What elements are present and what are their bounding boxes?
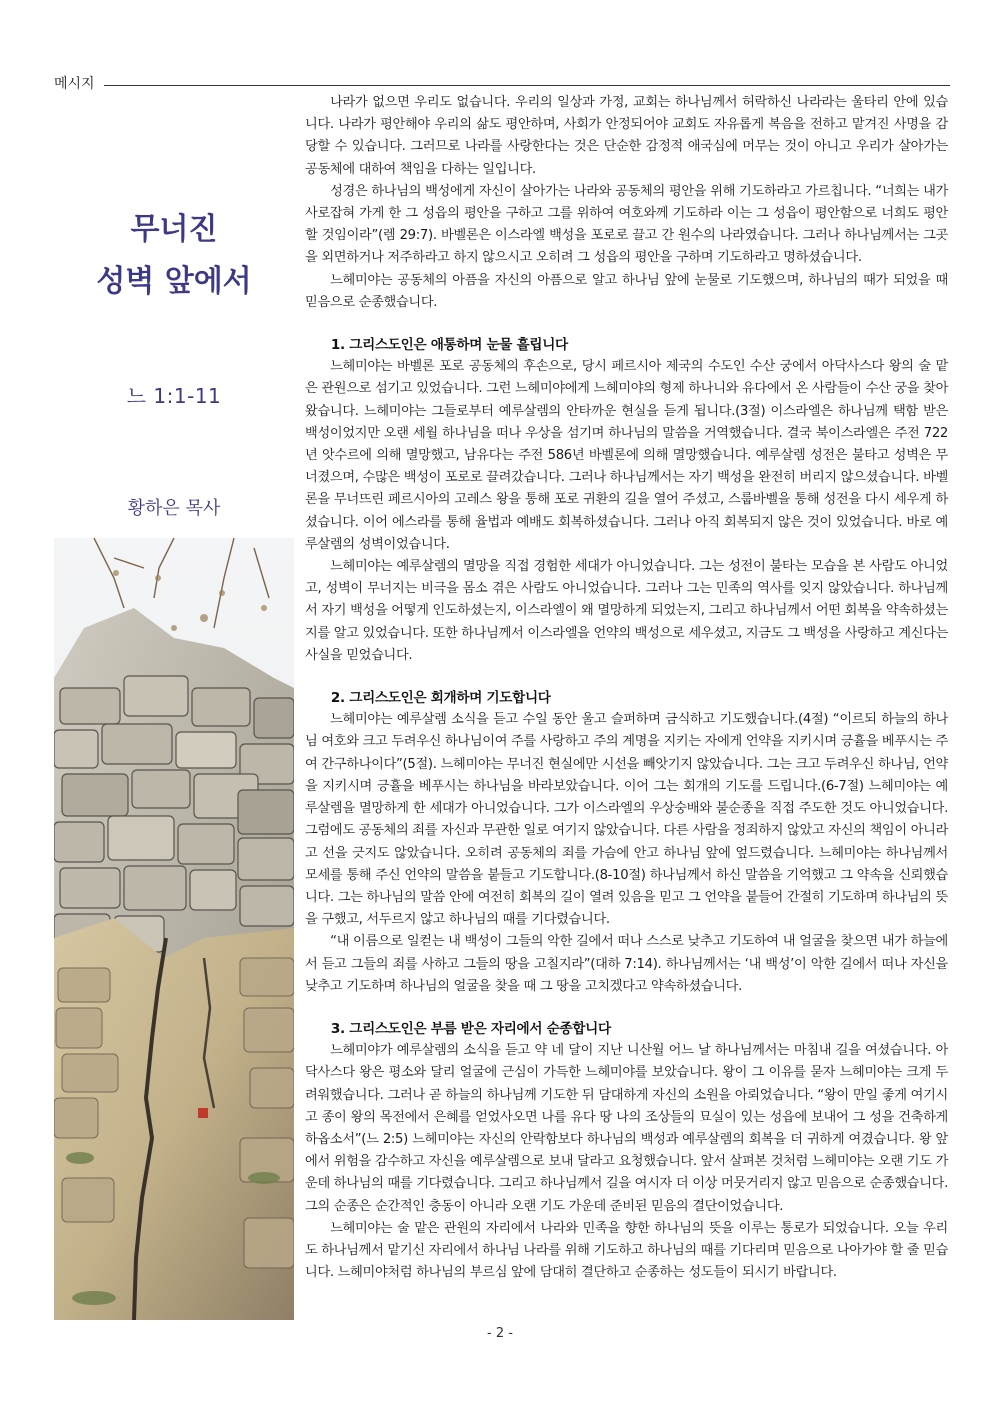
crumbling-wall-photo <box>54 538 294 1320</box>
section-paragraph: 느헤미야는 예루살렘 소식을 듣고 수일 동안 울고 슬퍼하며 금식하고 기도했습니다.(4절) “이르되 하늘의 하나님 여호와 크고 두려우신 하나님이여 주를 사랑하고 주의 계명을 지키는 자에게 언약을 지키시며 긍휼을 베푸시는 주여 간구하나이다”(5절). 느헤미야는 무너진 현실에만 시선을 빼앗기지 않았습니다. 그는 크고 두려우신 하나님, 언약을 지키시며 긍휼을 베푸시는 하나님을 바라보았습니다. 이어 그는 회개의 기도를 드립니다.(6-7절) 느헤미야는 예루살렘을 멸망하게 한 세대가 아니었습니다. 그가 이스라엘의 우상숭배와 불순종을 직접 주도한 것도 아니었습니다. 그럼에도 공동체의 죄를 자신과 무관한 일로 여기지 않았습니다. 다른 사람을 정죄하지 않았고 자신의 책임이 아니라고 선을 긋지도 않았습니다. 오히려 공동체의 죄를 가슴에 안고 하나님 앞에 엎드렸습니다. 느헤미야는 하나님께서 모세를 통해 주신 언약의 말씀을 붙들고 기도합니다.(8-10절) 하나님께서 하신 말씀을 기억했고 그 약속을 신뢰했습니다. 그는 하나님의 말씀 안에 여전히 회복의 길이 열려 있음을 믿고 그 언약을 붙들어 간절히 기도하며 하나님의 뜻을 구했고, 서두르지 않고 하나님의 때를 기다렸습니다. <box>305 712 949 928</box>
stone-wall-illustration <box>54 538 294 1320</box>
section-paragraph: 느헤미야는 술 맡은 관원의 자리에서 나라와 민족을 향한 하나님의 뜻을 이루는 통로가 되었습니다. 오늘 우리도 하나님께서 맡기신 자리에서 하나님 나라를 위해 기도하고 하나님의 때를 기다리며 믿음으로 나아가야 할 줄 믿습니다. 느헤미야처럼 하나님의 부르심 앞에 담대히 결단하고 순종하는 성도들이 되시기 바랍니다. <box>305 1220 949 1281</box>
article-body <box>305 92 948 1284</box>
scripture-reference: 느 1:1-11 <box>126 384 222 408</box>
section-paragraph: 느헤미야는 바벨론 포로 공동체의 후손으로, 당시 페르시아 제국의 수도인 수산 궁에서 아닥사스다 왕의 술 맡은 관원으로 섬기고 있었습니다. 그런 느헤미야에게 느헤미야의 형제 하나니와 유다에서 온 사람들이 수산 궁을 찾아왔습니다. 느헤미야는 그들로부터 예루살렘의 안타까운 현실을 듣게 됩니다.(3절) 이스라엘은 하나님께 택함 받은 백성이었지만 오랜 세월 하나님을 떠나 우상을 섬기며 하나님의 말씀을 거역했습니다. 결국 북이스라엘은 주전 722년 앗수르에 의해 멸망했고, 남유다는 주전 586년 바벨론에 의해 멸망했습니다. 예루살렘 성전은 불타고 성벽은 무너졌으며, 수많은 백성이 포로로 끌려갔습니다. 그러나 하나님께서는 자기 백성을 완전히 버리지 않으셨습니다. 바벨론을 무너뜨린 페르시아의 고레스 왕을 통해 포로 귀환의 길을 열어 주셨고, 스룹바벨을 통해 성전을 다시 세우게 하셨습니다. 이어 에스라를 통해 율법과 예배도 회복하셨습니다. 그러나 아직 회복되지 않은 것이 있었습니다. 바로 예루살렘의 성벽이었습니다. <box>305 359 949 552</box>
intro-paragraph: 성경은 하나님의 백성에게 자신이 살아가는 나라와 공동체의 평안을 위해 기도하라고 가르칩니다. “너희는 내가 사로잡혀 가게 한 그 성읍의 평안을 구하고 그를 위하여 여호와께 기도하라 이는 그 성읍이 평안함으로 너희도 평안할 것임이라”(렘 29:7). 바벨론은 이스라엘 백성을 포로로 끌고 간 원수의 나라였습니다. 그러나 하나님께서는 그곳을 외면하거나 저주하라고 하지 않으시고 오히려 그 성읍의 평안을 구하며 기도하라고 명하셨습니다. <box>305 183 948 266</box>
sermon-title-line-2: 성벽 앞에서 <box>96 264 252 299</box>
header-rule <box>104 85 950 86</box>
sermon-title-line-1: 무너진 <box>130 212 218 247</box>
page-number: - 2 - <box>487 1326 513 1341</box>
section-paragraph: 느헤미야는 예루살렘의 멸망을 직접 경험한 세대가 아니었습니다. 그는 성전이 불타는 모습을 본 사람도 아니었고, 성벽이 무너지는 비극을 몸소 겪은 사람도 아니었습니다. 그러나 그는 민족의 역사를 잊지 않았습니다. 하나님께서 자기 백성을 어떻게 인도하셨는지, 이스라엘이 왜 멸망하게 되었는지, 그리고 하나님께서 어떤 회복을 약속하셨는지를 알고 있었습니다. 또한 하나님께서 이스라엘을 언약의 백성으로 세우셨고, 지금도 그 백성을 사랑하고 계신다는 사실을 믿었습니다. <box>305 559 949 663</box>
author-name: 황하은 목사 <box>127 498 221 519</box>
section-label: 메시지 <box>54 76 95 92</box>
section-heading: 1. 그리스도인은 애통하며 눈물 흘립니다 <box>330 337 568 354</box>
sermon-title <box>54 204 294 308</box>
sidebar <box>54 98 294 1320</box>
section-heading: 2. 그리스도인은 회개하며 기도합니다 <box>330 690 551 707</box>
section-paragraph: “내 이름으로 일컫는 내 백성이 그들의 악한 길에서 떠나 스스로 낮추고 기도하여 내 얼굴을 찾으면 내가 하늘에서 듣고 그들의 죄를 사하고 그들의 땅을 고칠지라”(대하 7:14). 하나님께서는 ‘내 백성’이 악한 길에서 떠나 자신을 낮추고 기도하며 하나님의 얼굴을 찾을 때 그 땅을 고치겠다고 약속하셨습니다. <box>305 934 948 994</box>
section-heading: 3. 그리스도인은 부름 받은 자리에서 순종합니다 <box>330 1020 611 1037</box>
intro-paragraph: 나라가 없으면 우리도 없습니다. 우리의 일상과 가정, 교회는 하나님께서 허락하신 나라라는 울타리 안에 있습니다. 나라가 평안해야 우리의 삶도 평안하며, 사회가 안정되어야 교회도 자유롭게 복음을 전하고 맡겨진 사명을 감당할 수 있습니다. 그러므로 나라를 사랑한다는 것은 단순한 감정적 애국심에 머무는 것이 아니고 우리가 살아가는 공동체에 대하여 책임을 다하는 일입니다. <box>305 95 948 177</box>
section-paragraph: 느헤미야가 예루살렘의 소식을 듣고 약 네 달이 지난 니산월 어느 날 하나님께서는 마침내 길을 여셨습니다. 아닥사스다 왕은 평소와 달리 얼굴에 근심이 가득한 느헤미야를 보았습니다. 왕이 그 이유를 묻자 느헤미야는 크게 두려워했습니다. 그러나 곧 하늘의 하나님께 기도한 뒤 담대하게 자신의 소원을 아뢰었습니다. “왕이 만일 좋게 여기시고 종이 왕의 목전에서 은혜를 얻었사오면 나를 유다 땅 나의 조상들의 묘실이 있는 성읍에 보내어 그 성을 건축하게 하옵소서”(느 2:5) 느헤미야는 자신의 안락함보다 하나님의 백성과 예루살렘의 회복을 더 귀하게 여겼습니다. 왕 앞에서 위험을 감수하고 자신을 예루살렘으로 보내 달라고 요청했습니다. 앞서 살펴본 것처럼 느헤미야는 오랜 기도 가운데 하나님의 때를 기다렸습니다. 그리고 하나님께서 길을 여시자 더 이상 머뭇거리지 않고 믿음으로 순종했습니다. 그의 순종은 순간적인 충동이 아니라 오랜 기도 가운데 준비된 믿음의 결단이었습니다. <box>305 1043 949 1214</box>
intro-paragraph: 느헤미야는 공동체의 아픔을 자신의 아픔으로 알고 하나님 앞에 눈물로 기도했으며, 하나님의 때가 되었을 때 믿음으로 순종했습니다. <box>305 272 948 310</box>
red-marker <box>198 1108 208 1118</box>
